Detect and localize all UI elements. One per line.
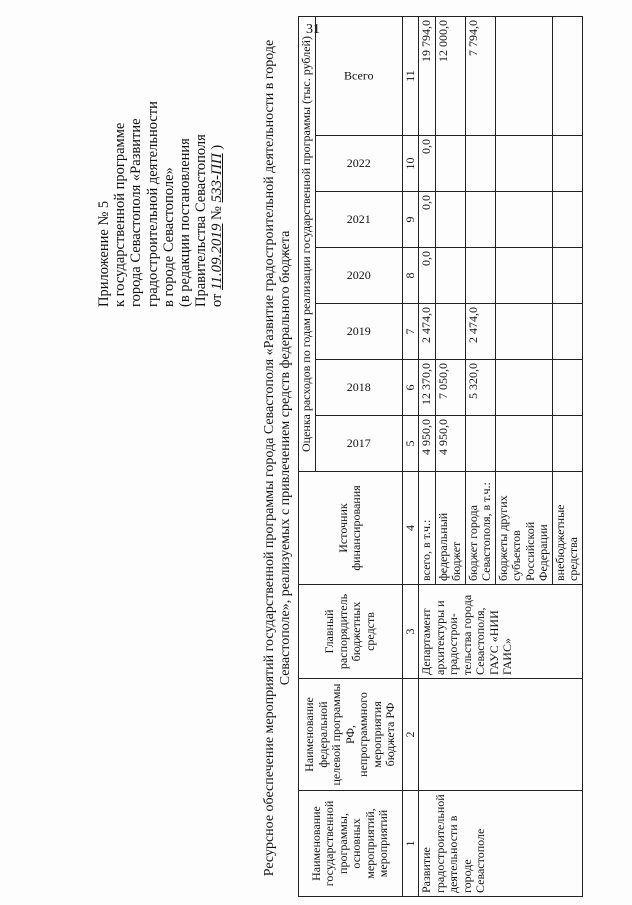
- value-cell: [465, 416, 495, 472]
- value-cell: 5 320,0: [465, 360, 495, 416]
- table-row: [419, 17, 436, 897]
- header-year: 2018: [315, 360, 402, 416]
- header-program: Наименование государственной программы, основных мероприятий, мероприятий: [299, 791, 403, 897]
- value-cell: [552, 248, 582, 304]
- appendix-line: Правительства Севастополя: [193, 134, 210, 307]
- value-cell: [435, 136, 465, 192]
- appendix-block: [96, 7, 226, 307]
- value-cell: [495, 416, 552, 472]
- index-cell: 11: [402, 17, 419, 136]
- header-federal-program: Наименование федеральной целевой программы РФ, непрограммного мероприятия бюджета РФ: [299, 679, 403, 791]
- index-cell: 4: [402, 472, 419, 585]
- document-title: Ресурсное обеспечение мероприятий государственной программы города Севастополя «Развитие градостроительной деятельности в городе Севастополе», реализуемых с привлечением средств федерального бюджета: [262, 39, 293, 877]
- header-year: 2021: [315, 192, 402, 248]
- source-cell: федеральный бюджет: [435, 472, 465, 585]
- value-cell: [435, 248, 465, 304]
- value-cell: [435, 192, 465, 248]
- value-cell: [552, 136, 582, 192]
- value-cell: 7 050,0: [435, 360, 465, 416]
- header-expenses-group: Оценка расходов по годам реализации государственной программы (тыс. рублей): [299, 17, 316, 472]
- appendix-line: Приложение № 5: [96, 200, 112, 307]
- handwritten-number: 533-ПП: [209, 153, 226, 203]
- value-cell: [435, 304, 465, 360]
- administrator-cell: Департамент архитектуры и градострои-тельства города Севастополя, ГАУС «НИИ ГАИС»: [419, 585, 583, 679]
- resource-table: [298, 16, 583, 897]
- handwritten-date: 11.09.2019: [209, 223, 226, 290]
- total-cell: [552, 17, 582, 136]
- rotated-content: [0, 5, 632, 905]
- index-cell: 1: [402, 791, 419, 897]
- header-total: Всего: [315, 17, 402, 136]
- index-cell: 9: [402, 192, 419, 248]
- source-cell: бюджеты других субъектов Российской Федерации: [495, 472, 552, 585]
- value-cell: 2 474,0: [465, 304, 495, 360]
- value-cell: [495, 248, 552, 304]
- index-cell: 6: [402, 360, 419, 416]
- from-prefix: от: [209, 293, 226, 307]
- header-year: 2019: [315, 304, 402, 360]
- header-administrator: Главный распорядитель бюджетных средств: [299, 585, 403, 679]
- value-cell: 12 370,0: [419, 360, 436, 416]
- value-cell: [495, 136, 552, 192]
- value-cell: [465, 136, 495, 192]
- value-cell: [495, 192, 552, 248]
- value-cell: 4 950,0: [435, 416, 465, 472]
- value-cell: [552, 360, 582, 416]
- value-cell: 0,0: [419, 248, 436, 304]
- value-cell: [495, 360, 552, 416]
- appendix-date-line: [209, 7, 225, 307]
- index-cell: 2: [402, 679, 419, 791]
- index-cell: 5: [402, 416, 419, 472]
- value-cell: 4 950,0: [419, 416, 436, 472]
- appendix-line: города Севастополя «Развитие: [128, 118, 145, 307]
- appendix-line: к государственной программе: [112, 122, 129, 307]
- total-cell: 7 794,0: [465, 17, 495, 136]
- value-cell: [552, 416, 582, 472]
- appendix-line: (в редакции постановления: [177, 138, 194, 307]
- total-cell: 12 000,0: [435, 17, 465, 136]
- value-cell: 2 474,0: [419, 304, 436, 360]
- index-row: [402, 17, 419, 897]
- value-cell: [465, 192, 495, 248]
- appendix-line: градостроительной деятельности: [144, 101, 161, 307]
- closing-paren: ): [209, 144, 226, 150]
- header-year: 2022: [315, 136, 402, 192]
- total-cell: 19 794,0: [419, 17, 436, 136]
- source-cell: бюджет города Севастополя, в т.ч.:: [465, 472, 495, 585]
- index-cell: 8: [402, 248, 419, 304]
- value-cell: [465, 248, 495, 304]
- value-cell: [552, 192, 582, 248]
- value-cell: 0,0: [419, 136, 436, 192]
- header-year: 2020: [315, 248, 402, 304]
- value-cell: [552, 304, 582, 360]
- index-cell: 3: [402, 585, 419, 679]
- appendix-line: в городе Севастополе»: [160, 167, 177, 307]
- source-cell: внебюджетные средства: [552, 472, 582, 585]
- value-cell: 0,0: [419, 192, 436, 248]
- number-prefix: №: [209, 206, 226, 220]
- page-number: 31: [306, 22, 320, 37]
- header-year: 2017: [315, 416, 402, 472]
- source-cell: всего, в т.ч.:: [419, 472, 436, 585]
- value-cell: [495, 304, 552, 360]
- header-source: Источник финансирования: [299, 472, 403, 585]
- total-cell: [495, 17, 552, 136]
- program-name-cell: Развитие градостроительной деятельности в городе Севастополе: [419, 791, 583, 897]
- index-cell: 7: [402, 304, 419, 360]
- index-cell: 10: [402, 136, 419, 192]
- federal-program-cell: [419, 679, 583, 791]
